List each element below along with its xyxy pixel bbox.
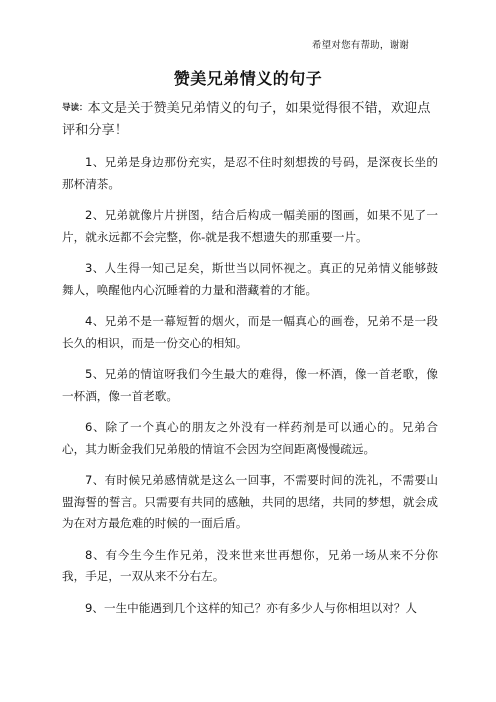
intro-text: 本文是关于赞美兄弟情义的句子，如果觉得很不错，欢迎点评和分享！ bbox=[62, 101, 431, 138]
header-note: 希望对您有帮助，谢谢 bbox=[311, 40, 409, 51]
document-title: 赞美兄弟情义的句子 bbox=[173, 69, 323, 88]
paragraph: 4、兄弟不是一幕短暂的烟火，而是一幅真心的画卷，兄弟不是一段长久的相识，而是一份交心的相知。 bbox=[62, 314, 438, 350]
content-body bbox=[62, 152, 438, 629]
paragraph: 5、兄弟的情谊呀我们今生最大的难得，像一杯酒，像一首老歌，像一杯酒，像一首老歌。 bbox=[62, 367, 438, 403]
intro-block bbox=[62, 97, 438, 142]
paragraph: 8、有今生今生作兄弟，没来世来世再想你，兄弟一场从来不分你我，手足，一双从来不分右左。 bbox=[62, 547, 438, 583]
paragraph: 9、一生中能遇到几个这样的知己？亦有多少人与你相坦以对？人 bbox=[85, 600, 418, 615]
intro-label: 导读： bbox=[62, 103, 88, 113]
paragraph: 6、除了一个真心的朋友之外没有一样药剂是可以通心的。兄弟合心，其力断金我们兄弟般的情谊不会因为空间距离慢慢疏远。 bbox=[62, 420, 438, 456]
paragraph: 2、兄弟就像片片拼图，结合后构成一幅美丽的图画，如果不见了一片，就永远都不会完整，你-就是我不想遗失的那重要一片。 bbox=[62, 208, 438, 244]
paragraph: 1、兄弟是身边那份充实，是忍不住时刻想拨的号码，是深夜长坐的那杯清茶。 bbox=[62, 155, 438, 191]
paragraph: 7、有时候兄弟感情就是这么一回事，不需要时间的洗礼，不需要山盟海誓的誓言。只需要有共同的感触，共同的思绪，共同的梦想，就会成为在对方最危难的时候的一面后盾。 bbox=[62, 473, 438, 530]
paragraph: 3、人生得一知己足矣，斯世当以同怀视之。真正的兄弟情义能够鼓舞人，唤醒他内心沉睡着的力量和潜藏着的才能。 bbox=[62, 261, 438, 297]
